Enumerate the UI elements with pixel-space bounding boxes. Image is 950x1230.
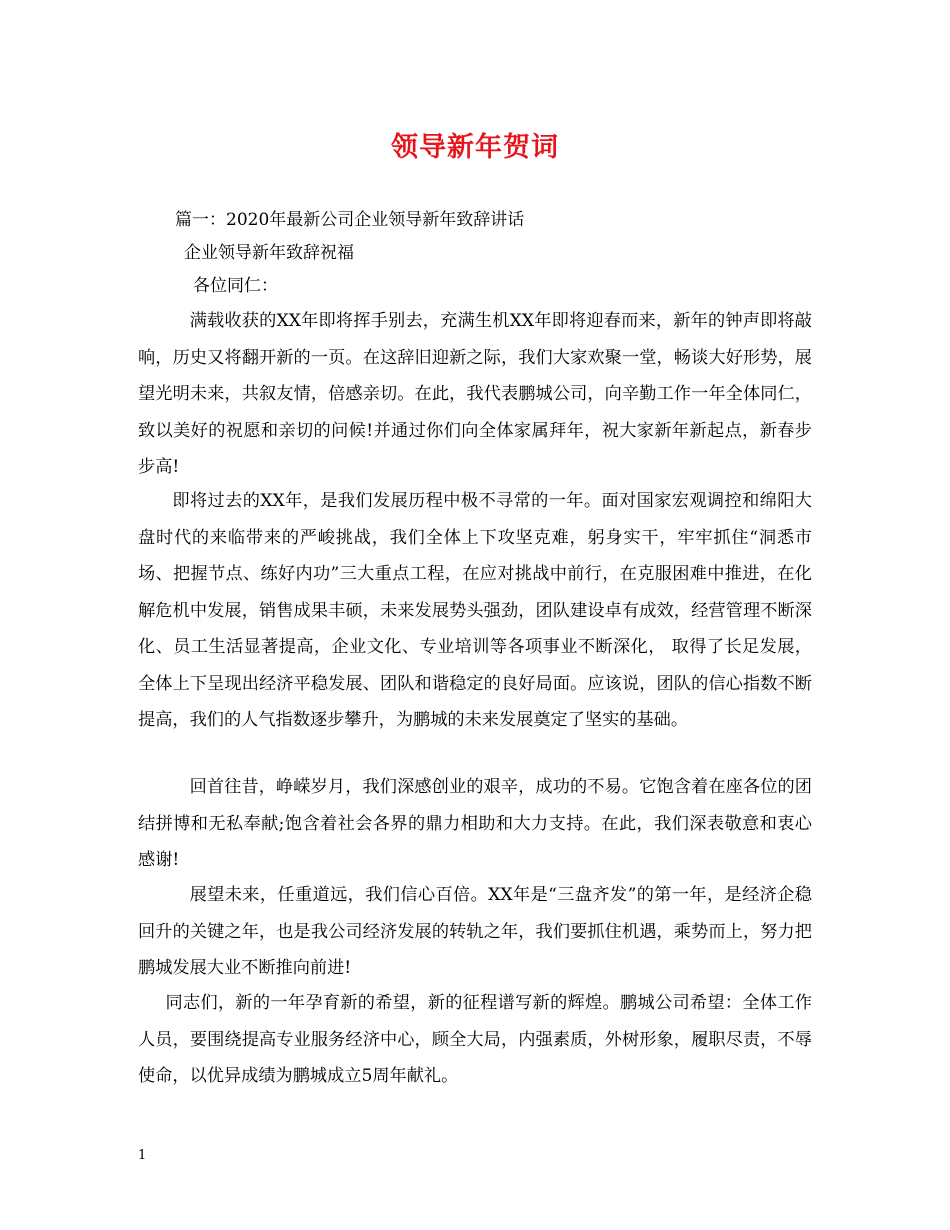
article-label: 篇一：2020年最新公司企业领导新年致辞讲话: [175, 210, 525, 230]
paragraph-4: 展望未来，任重道远，我们信心百倍。XX年是“三盘齐发”的第一年，是经济企稳回升的关键之年，也是我公司经济发展的转轨之年，我们要抓住机遇，乘势而上，努力把鹏城发展大业不断推向前进!: [138, 885, 812, 978]
page-number: 1: [138, 1148, 147, 1163]
paragraph-5: 同志们，新的一年孕育新的希望，新的征程谱写新的辉煌。鹏城公司希望：全体工作人员，要围绕提高专业服务经济中心，顾全大局，内强素质，外树形象，履职尽责，不辱使命，以优异成绩为鹏城成立5周年献礼。: [138, 993, 812, 1086]
document-title: 领导新年贺词: [391, 132, 559, 163]
paragraph-1: 满载收获的XX年即将挥手别去，充满生机XX年即将迎春而来，新年的钟声即将敲响，历史又将翻开新的一页。在这辞旧迎新之际，我们大家欢聚一堂，畅谈大好形势，展望光明未来，共叙友情，倍感亲切。在此，我代表鹏城公司，向辛勤工作一年全体同仁，致以美好的祝愿和亲切的问候!并通过你们向全体家属拜年，祝大家新年新起点，新春步步高!: [138, 311, 812, 477]
paragraph-3: 回首往昔，峥嵘岁月，我们深感创业的艰辛，成功的不易。它饱含着在座各位的团结拼博和无私奉献;饱含着社会各界的鼎力相助和大力支持。在此，我们深表敬意和衷心感谢!: [138, 777, 812, 870]
section-heading: 企业领导新年致辞祝福: [184, 243, 354, 263]
paragraph-2: 即将过去的XX年，是我们发展历程中极不寻常的一年。面对国家宏观调控和绵阳大盘时代的来临带来的严峻挑战，我们全体上下攻坚克难，躬身实干，牢牢抓住“洞悉市场、把握节点、练好内功”三大重点工程，在应对挑战中前行，在克服困难中推进，在化解危机中发展，销售成果丰硕，未来发展势头强劲，团队建设卓有成效，经营管理不断深化、员工生活显著提高，企业文化、专业培训等各项事业不断深化， 取得了长足发展，全体上下呈现出经济平稳发展、团队和谐稳定的良好局面。应该说，团队的信心指数不断提高，我们的人气指数逐步攀升，为鹏城的未来发展奠定了坚实的基础。: [138, 491, 812, 730]
salutation: 各位同仁：: [193, 276, 278, 296]
